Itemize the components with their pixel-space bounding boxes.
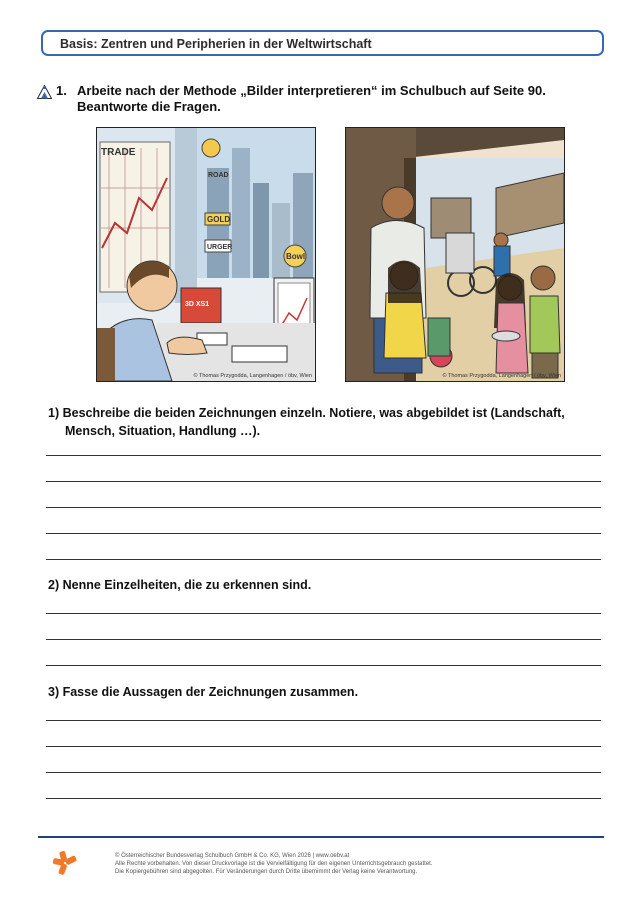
section-header [41, 30, 604, 56]
office-scene-drawing [97, 128, 315, 381]
answer-line[interactable] [46, 665, 601, 666]
publisher-logo-icon [52, 850, 78, 876]
answer-line[interactable] [46, 455, 601, 456]
sign-trade: TRADE [101, 147, 136, 158]
illustration-periphery [345, 127, 565, 382]
question-3: 3) Fasse die Aussagen der Zeichnungen zusammen. [48, 685, 359, 699]
answer-line[interactable] [46, 481, 601, 482]
answer-line[interactable] [46, 720, 601, 721]
difficulty-triangle-icon [37, 85, 52, 99]
sign-bowl: Bowl [286, 252, 306, 261]
task-number: 1. [56, 83, 67, 98]
answer-line[interactable] [46, 559, 601, 560]
question-2: 2) Nenne Einzelheiten, die zu erkennen sind. [48, 578, 312, 592]
question-1: 1) Beschreibe die beiden Zeichnungen einzeln. Notiere, was abgebildet ist (Landschaft, Mensch, Situation, Handlung …). [48, 406, 565, 438]
task-instruction: Arbeite nach der Methode „Bilder interpretieren“ im Schulbuch auf Seite 90. Beantworte die Fragen. [77, 83, 546, 114]
image-credit-right: © Thomas Przygodda, Langenhagen / öbv, Wien [442, 373, 561, 379]
answer-line[interactable] [46, 798, 601, 799]
answer-line[interactable] [46, 639, 601, 640]
sign-road: ROAD [208, 172, 229, 179]
copyright-notice: © Österreichischer Bundesverlag Schulbuch GmbH & Co. KG, Wien 2026 | www.oebv.at Alle Rechte vorbehalten. Von dieser Druckvorlage ist die Vervielfältigung für den eigenen Unterrichtsgebrauch gestattet. Die Kopiergebühren sind abgegolten. Für Veränderungen durch Dritte übernimmt der Verlag keine Verantwortung. [115, 853, 433, 875]
illustration-office-center [96, 127, 316, 382]
answer-line[interactable] [46, 507, 601, 508]
periphery-scene-drawing [346, 128, 564, 381]
footer-divider [38, 836, 604, 838]
image-credit-left: © Thomas Przygodda, Langenhagen / öbv, Wien [193, 373, 312, 379]
answer-line[interactable] [46, 533, 601, 534]
section-title: Basis: Zentren und Peripherien in der Weltwirtschaft [60, 37, 372, 51]
answer-line[interactable] [46, 772, 601, 773]
sign-gold: GOLD [207, 215, 231, 224]
answer-line[interactable] [46, 746, 601, 747]
sign-burger: URGER [207, 244, 233, 251]
screen-label: 3D XS1 [185, 301, 210, 308]
answer-line[interactable] [46, 613, 601, 614]
